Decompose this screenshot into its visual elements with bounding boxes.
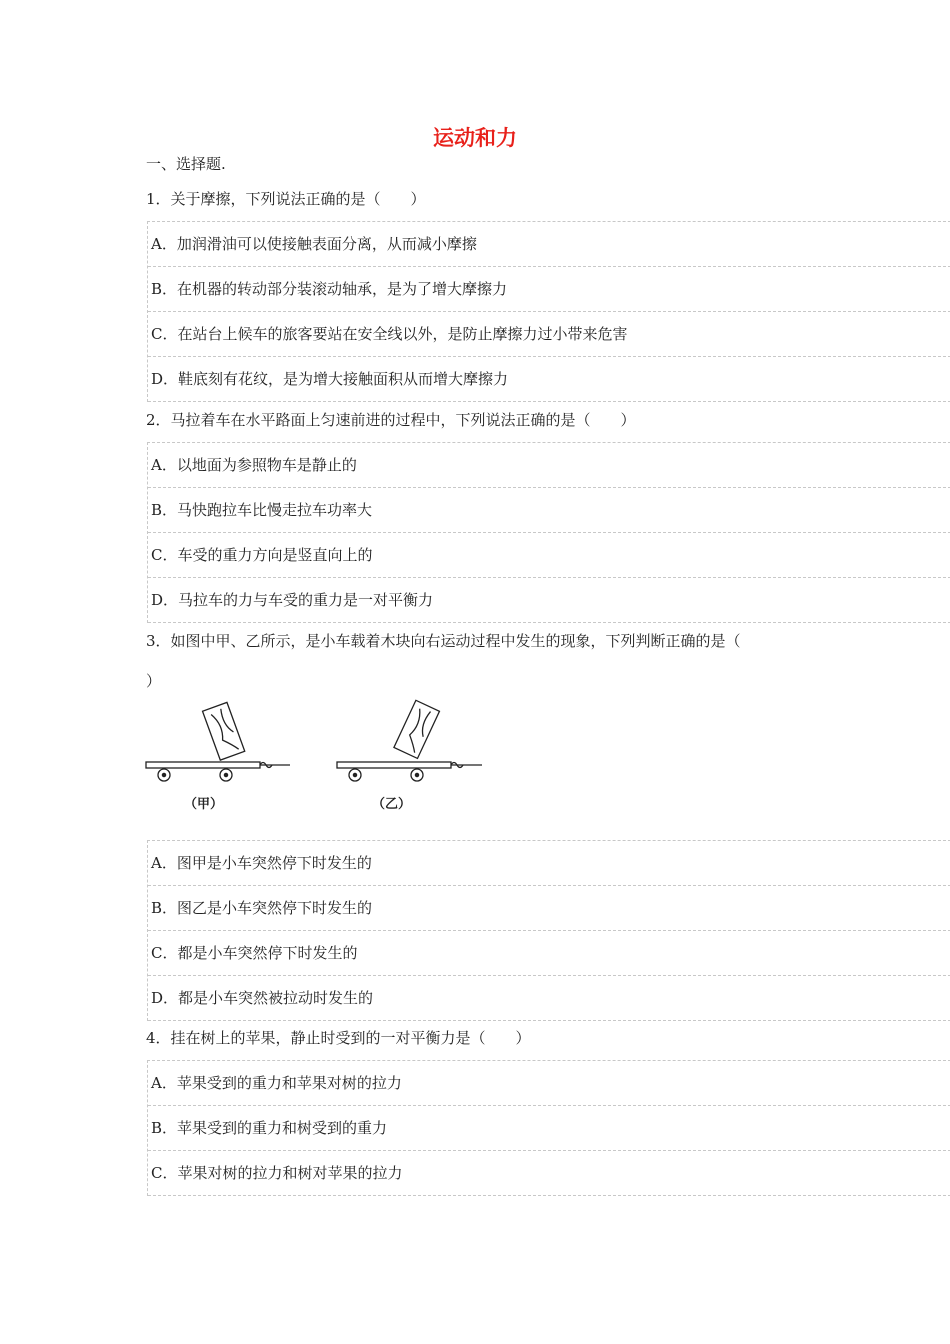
question-1-option-c[interactable]: C．在站台上候车的旅客要站在安全线以外，是防止摩擦力过小带来危害 xyxy=(148,312,950,357)
wood-block-jia xyxy=(203,702,245,760)
wood-block-yi xyxy=(394,700,440,758)
question-4-options xyxy=(147,1060,950,1196)
question-1-option-a[interactable]: A．加润滑油可以使接触表面分离，从而减小摩擦 xyxy=(148,222,950,267)
question-3-options xyxy=(147,840,950,1021)
question-3-option-c[interactable]: C．都是小车突然停下时发生的 xyxy=(148,931,950,976)
cart-jia xyxy=(146,702,290,781)
question-3-stem: 3．如图中甲、乙所示，是小车载着木块向右运动过程中发生的现象，下列判断正确的是（ xyxy=(146,632,741,650)
question-2-option-a[interactable]: A．以地面为参照物车是静止的 xyxy=(148,443,950,488)
question-4-option-b[interactable]: B．苹果受到的重力和树受到的重力 xyxy=(148,1106,950,1151)
question-2-stem: 2．马拉着车在水平路面上匀速前进的过程中，下列说法正确的是（ ） xyxy=(146,411,636,429)
page-title: 运动和力 xyxy=(433,126,517,150)
question-3-figure xyxy=(140,695,500,825)
question-2-option-d[interactable]: D．马拉车的力与车受的重力是一对平衡力 xyxy=(148,578,950,623)
question-3-option-d[interactable]: D．都是小车突然被拉动时发生的 xyxy=(148,976,950,1021)
question-3-option-b[interactable]: B．图乙是小车突然停下时发生的 xyxy=(148,886,950,931)
cart-yi xyxy=(337,700,482,781)
question-3-option-a[interactable]: A．图甲是小车突然停下时发生的 xyxy=(148,841,950,886)
question-4-option-a[interactable]: A．苹果受到的重力和苹果对树的拉力 xyxy=(148,1061,950,1106)
question-1-option-b[interactable]: B．在机器的转动部分装滚动轴承，是为了增大摩擦力 xyxy=(148,267,950,312)
question-4-option-c[interactable]: C．苹果对树的拉力和树对苹果的拉力 xyxy=(148,1151,950,1196)
question-2-options xyxy=(147,442,950,623)
section-heading: 一、选择题. xyxy=(146,155,226,173)
question-1-stem: 1．关于摩擦，下列说法正确的是（ ） xyxy=(146,190,426,208)
figure-caption-yi: （乙） xyxy=(372,797,412,812)
question-1-options xyxy=(147,221,950,402)
question-4-stem: 4．挂在树上的苹果，静止时受到的一对平衡力是（ ） xyxy=(146,1029,531,1047)
figure-caption-jia: （甲） xyxy=(184,797,224,812)
question-1-option-d[interactable]: D．鞋底刻有花纹，是为增大接触面积从而增大摩擦力 xyxy=(148,357,950,402)
question-2-option-c[interactable]: C．车受的重力方向是竖直向上的 xyxy=(148,533,950,578)
question-3-stem-continued: ） xyxy=(146,672,162,690)
question-2-option-b[interactable]: B．马快跑拉车比慢走拉车功率大 xyxy=(148,488,950,533)
